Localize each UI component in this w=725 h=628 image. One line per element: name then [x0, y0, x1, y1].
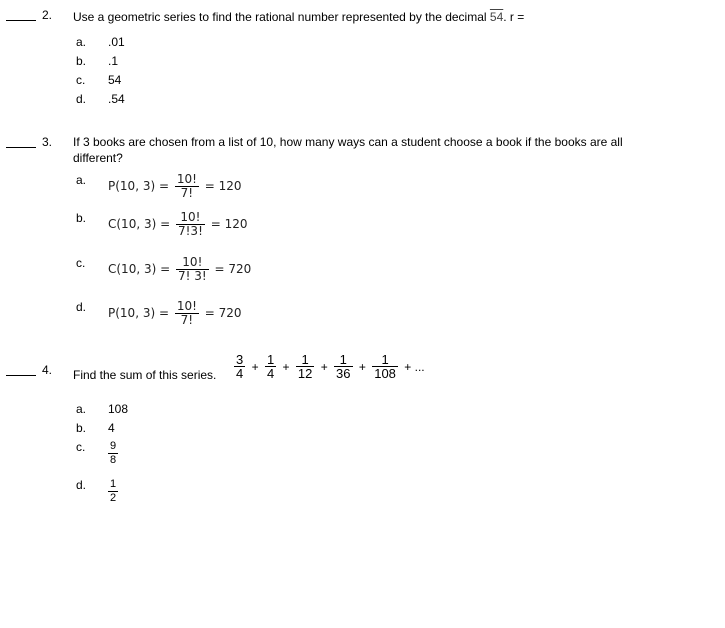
repeating-decimal: 54	[489, 10, 504, 24]
option-value: .54	[108, 92, 125, 106]
question-text: If 3 books are chosen from a list of 10, how many ways can a student choose a book if the books are all different?	[73, 135, 623, 165]
question-text: Use a geometric series to find the rational number represented by the decimal 54. r =	[73, 7, 524, 25]
option-fraction: $\frac{1}{2}$	[110, 478, 117, 504]
option-letter: c.	[76, 256, 86, 270]
option-letter: a.	[76, 35, 87, 49]
answer-blank[interactable]	[6, 135, 36, 148]
option-value: 4	[108, 421, 115, 435]
option-letter: a.	[76, 173, 87, 187]
option-letter: d.	[76, 478, 87, 492]
question-number: 3.	[42, 135, 53, 149]
option-value: .1	[108, 54, 119, 68]
option-letter: d.	[76, 300, 87, 314]
option-letter: b.	[76, 211, 87, 225]
answer-blank[interactable]	[6, 363, 36, 376]
option-fraction: $\frac{9}{8}$	[110, 440, 117, 466]
option-value: 54	[108, 73, 122, 87]
option-formula: P(10, 3) = $\frac{10!}{7!}$ = 720	[108, 299, 242, 327]
option-letter: c.	[76, 440, 86, 454]
option-letter: b.	[76, 421, 87, 435]
question-number: 4.	[42, 363, 53, 377]
option-letter: b.	[76, 54, 87, 68]
option-letter: c.	[76, 73, 86, 87]
option-formula: C(10, 3) = $\frac{10!}{7!3!}$ = 120	[108, 210, 248, 238]
question-text: Find the sum of this series.	[73, 368, 217, 382]
option-value: .01	[108, 35, 125, 49]
option-formula: P(10, 3) = $\frac{10!}{7!}$ = 120	[108, 172, 242, 200]
series-expression: $\frac{3}{4}$ + $\frac{1}{4}$ + $\frac{1}{12}$ + $\frac{1}{36}$ + $\frac{1}{108}$ + ...	[236, 352, 425, 381]
question-number: 2.	[42, 8, 53, 22]
option-formula: C(10, 3) = $\frac{10!}{7! 3!}$ = 720	[108, 255, 252, 283]
answer-blank[interactable]	[6, 8, 36, 21]
option-letter: d.	[76, 92, 87, 106]
option-value: 108	[108, 402, 129, 416]
option-letter: a.	[76, 402, 87, 416]
